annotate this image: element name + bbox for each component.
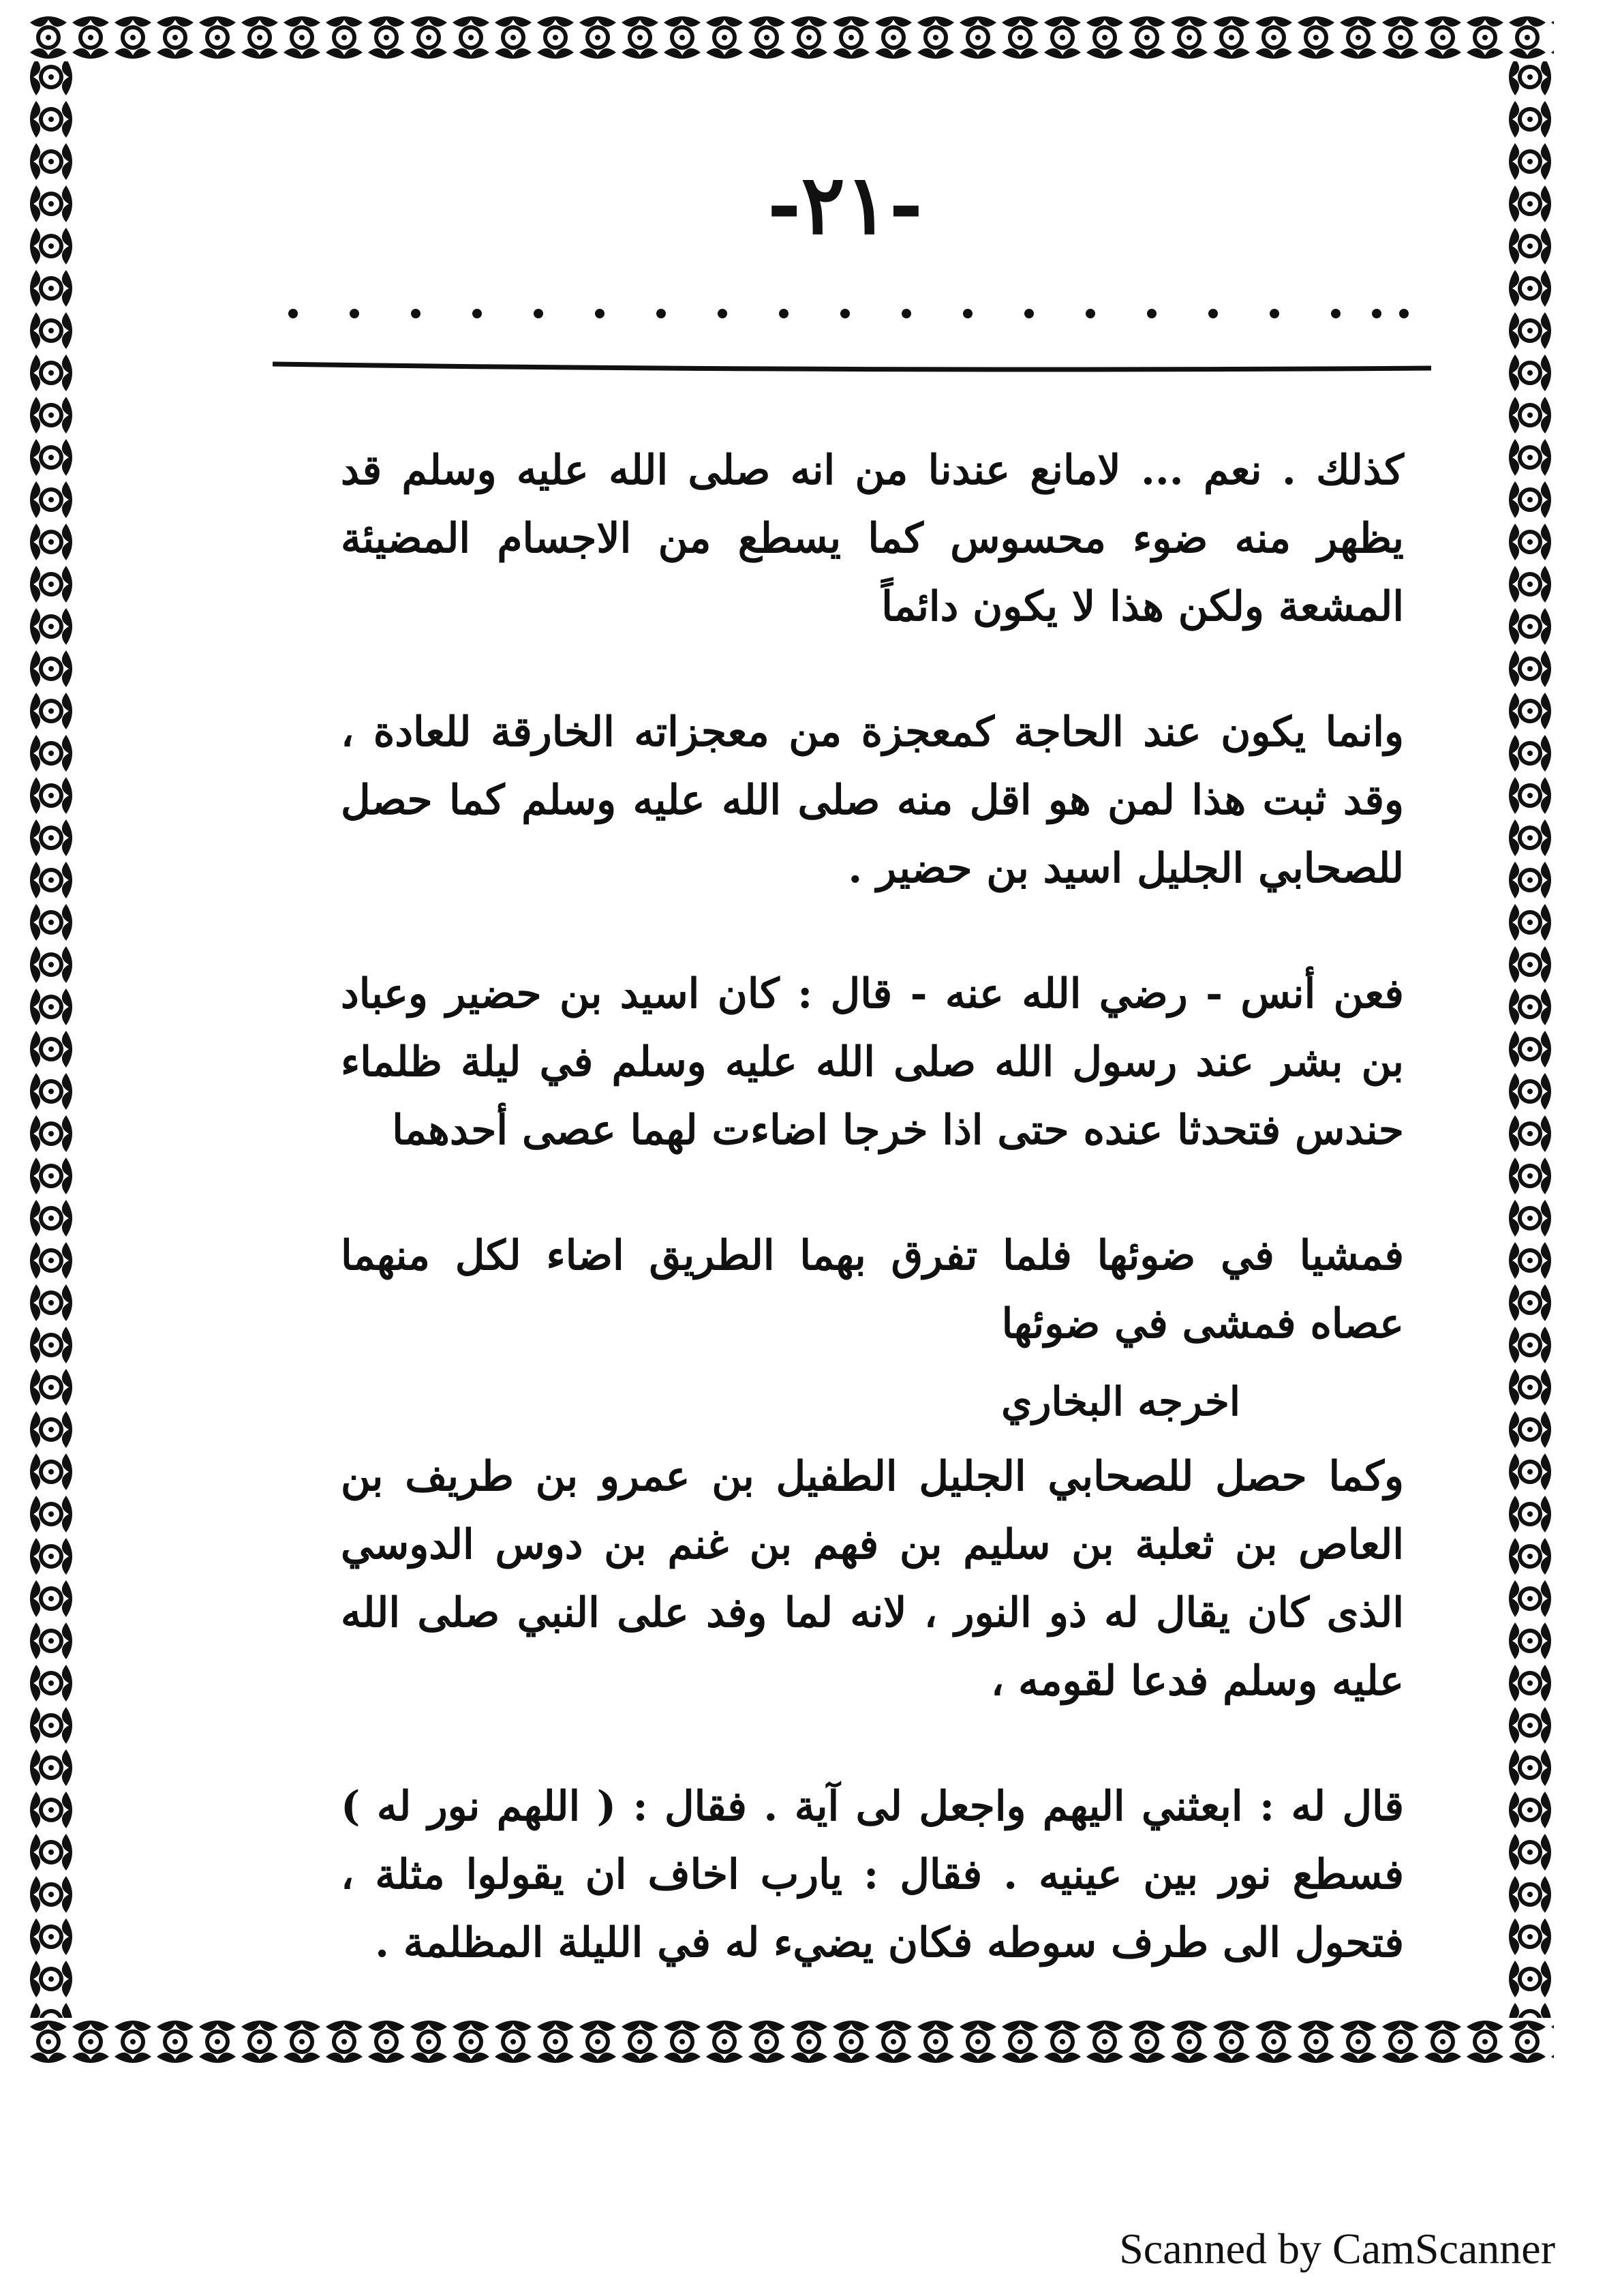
- paragraph-6: قال له : ابعثني اليهم واجعل لى آية . فقال : ( اللهم نور له ) فسطع نور بين عينيه . فقال : يارب اخاف ان يقولوا مثلة ، فتحول الى طرف سوطه فكان يضيء له في الليلة المظلمة .: [341, 1783, 1404, 1967]
- hadith-reference: اخرجه البخاري: [1001, 1378, 1240, 1425]
- paragraph-4: فمشيا في ضوئها فلما تفرق بهما الطريق اضاء لكل منهما عصاه فمشى في ضوئها: [341, 1232, 1404, 1348]
- paragraph-1: كذلك . نعم ... لامانع عندنا من انه صلى الله عليه وسلم قد يظهر منه ضوء محسوس كما يسطع من الاجسام المضيئة المشعة ولكن هذا لا يكون دائماً: [341, 447, 1404, 631]
- scanner-watermark: Scanned by CamScanner: [1119, 2224, 1555, 2273]
- paragraph-5: وكما حصل للصحابي الجليل الطفيل بن عمرو بن طريف بن العاص بن ثعلبة بن سليم بن فهم بن غنم بن دوس الدوسي الذى كان يقال له ذو النور ، لانه لما وفد على النبي صلى الله عليه وسلم فدعا لقومه ،: [341, 1453, 1404, 1705]
- header-rule: [273, 354, 1431, 382]
- paragraph-3: فعن أنس - رضي الله عنه - قال : كان اسيد بن حضير وعباد بن بشر عند رسول الله صلى الله عليه وسلم في ليلة ظلماء حندس فتحدثا عنده حتى اذا خرجا اضاءت لهما عصى أحدهما: [341, 970, 1404, 1154]
- dotted-leader-line: [286, 286, 1418, 341]
- page-body: [341, 436, 1404, 2034]
- page-number: -٢١-: [767, 157, 923, 253]
- paragraph-2: وانما يكون عند الحاجة كمعجزة من معجزاته الخارقة للعادة ، وقد ثبت هذا لمن هو اقل منه صلى الله عليه وسلم كما حصل للصحابي الجليل اسيد بن حضير .: [341, 708, 1404, 892]
